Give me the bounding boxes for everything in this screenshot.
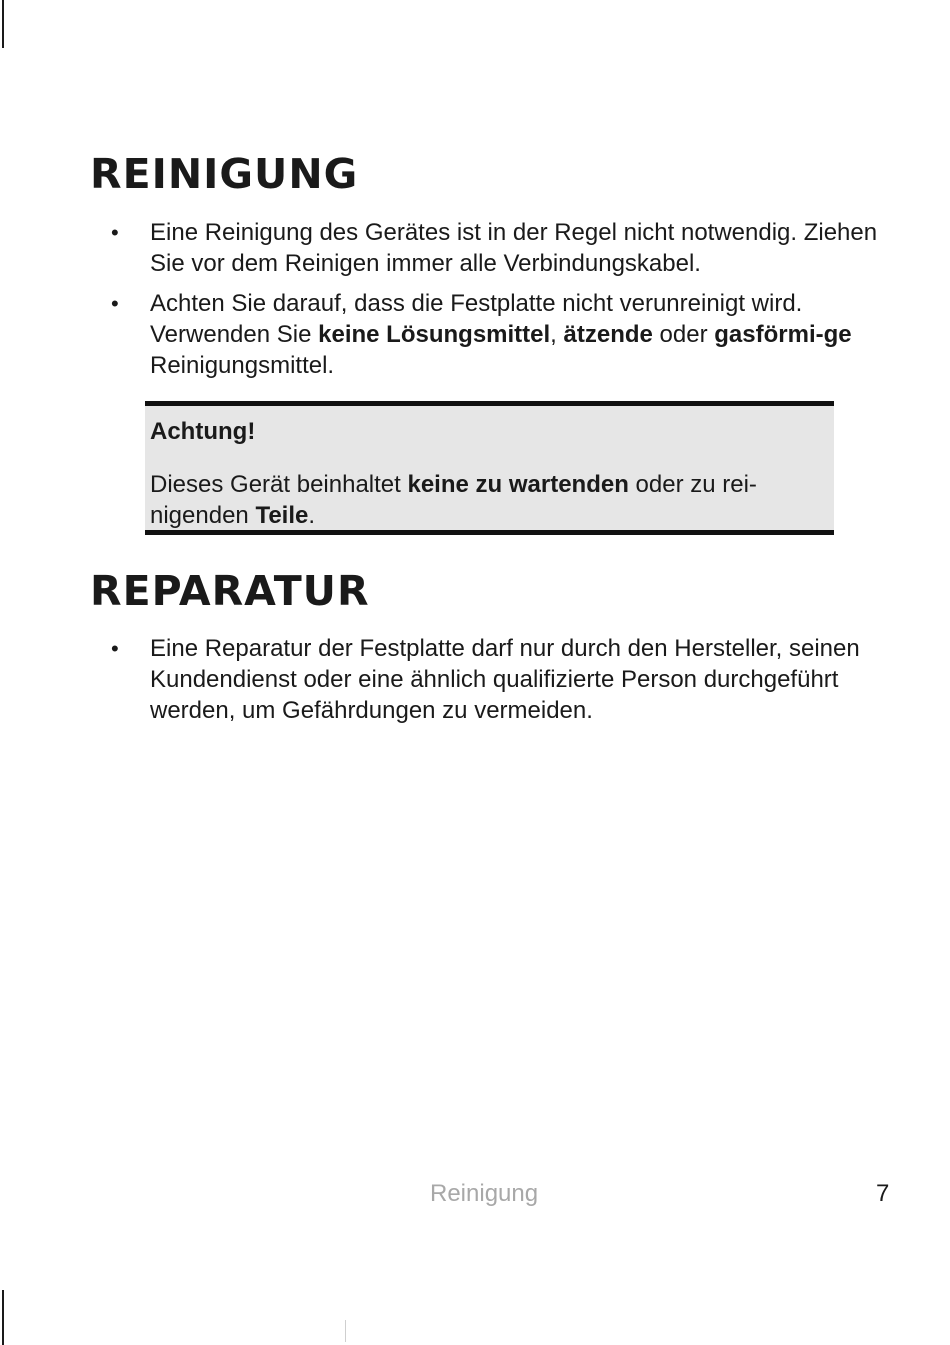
section-heading-reparatur: REPARATUR — [90, 567, 370, 615]
bullet-icon: • — [111, 636, 119, 661]
callout-body — [150, 469, 822, 531]
crop-mark-center — [345, 1320, 346, 1342]
footer-section-label: Reinigung — [430, 1180, 539, 1207]
text-segment: oder — [652, 321, 715, 348]
text-segment: oder zu rei-nigenden — [150, 471, 757, 529]
list-item — [0, 217, 950, 279]
list-item-text — [150, 288, 885, 381]
text-segment: Reinigungsmittel. — [150, 352, 335, 379]
section-heading-reinigung: REINIGUNG — [90, 150, 359, 198]
list-item-text: Eine Reinigung des Gerätes ist in der Regel nicht notwendig. Ziehen Sie vor dem Reinigen immer alle Verbindungskabel. — [150, 219, 878, 277]
emphasis-gasfoermige: gasförmi-ge — [714, 321, 852, 348]
emphasis-keine-loesungsmittel: keine Lösungsmittel — [318, 321, 551, 348]
emphasis-aetzende: ätzende — [563, 321, 653, 348]
list-item-text: Eine Reparatur der Festplatte darf nur durch den Hersteller, seinen Kundendienst oder eine ähnlich qualifizierte Person durchgeführt werden, um Gefährdungen zu vermeiden. — [150, 635, 860, 724]
crop-mark-bottom — [2, 1290, 4, 1345]
emphasis-teile: Teile — [255, 502, 309, 529]
page-number: 7 — [876, 1180, 890, 1207]
warning-callout — [145, 401, 834, 535]
text-segment: . — [308, 502, 316, 529]
list-item — [0, 288, 950, 381]
emphasis-keine-zu-wartenden: keine zu wartenden — [407, 471, 629, 498]
callout-title: Achtung! — [150, 418, 256, 445]
crop-mark-top — [2, 0, 4, 48]
text-segment: Achten Sie darauf, dass die Festplatte nicht verunreinigt wird. Verwenden Sie — [150, 290, 803, 348]
text-segment: Dieses Gerät beinhaltet — [150, 471, 408, 498]
bullet-icon: • — [111, 291, 119, 316]
reparatur-list — [0, 633, 950, 726]
text-segment: , — [550, 321, 564, 348]
bullet-icon: • — [111, 220, 119, 245]
list-item — [0, 633, 950, 726]
reinigung-list — [0, 217, 950, 381]
